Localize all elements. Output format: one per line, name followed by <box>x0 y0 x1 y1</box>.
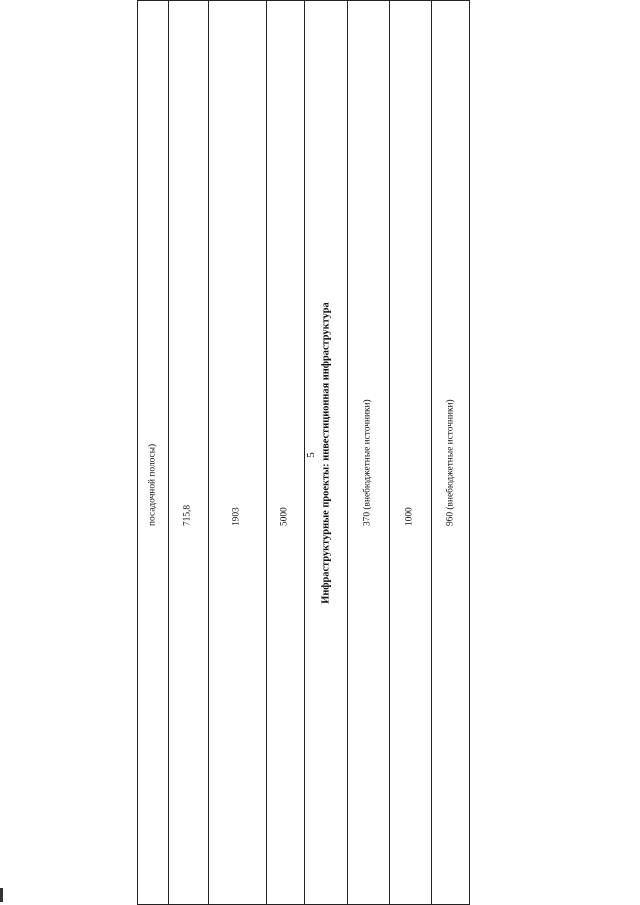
cell-25-cost: 370 (внебюджетные источники) <box>348 1 389 905</box>
cell-22-cost: 715,8 <box>168 1 208 905</box>
cell-top-cost: посадочной полосы) <box>137 1 168 905</box>
scan-edge-mark <box>0 888 3 902</box>
section-row: Инфраструктурные проекты: инвестиционная инфраструктура <box>304 1 347 905</box>
page-number: 5 <box>305 452 317 458</box>
cell-27-cost: 960 (внебюджетные источники) <box>431 1 469 905</box>
left-margin <box>0 1 41 905</box>
cell-23-cost: 1903 <box>208 1 266 905</box>
header-gap <box>41 1 137 905</box>
cell-24-cost: 5000 <box>266 1 304 905</box>
cell-26-cost: 1000 <box>389 1 431 905</box>
